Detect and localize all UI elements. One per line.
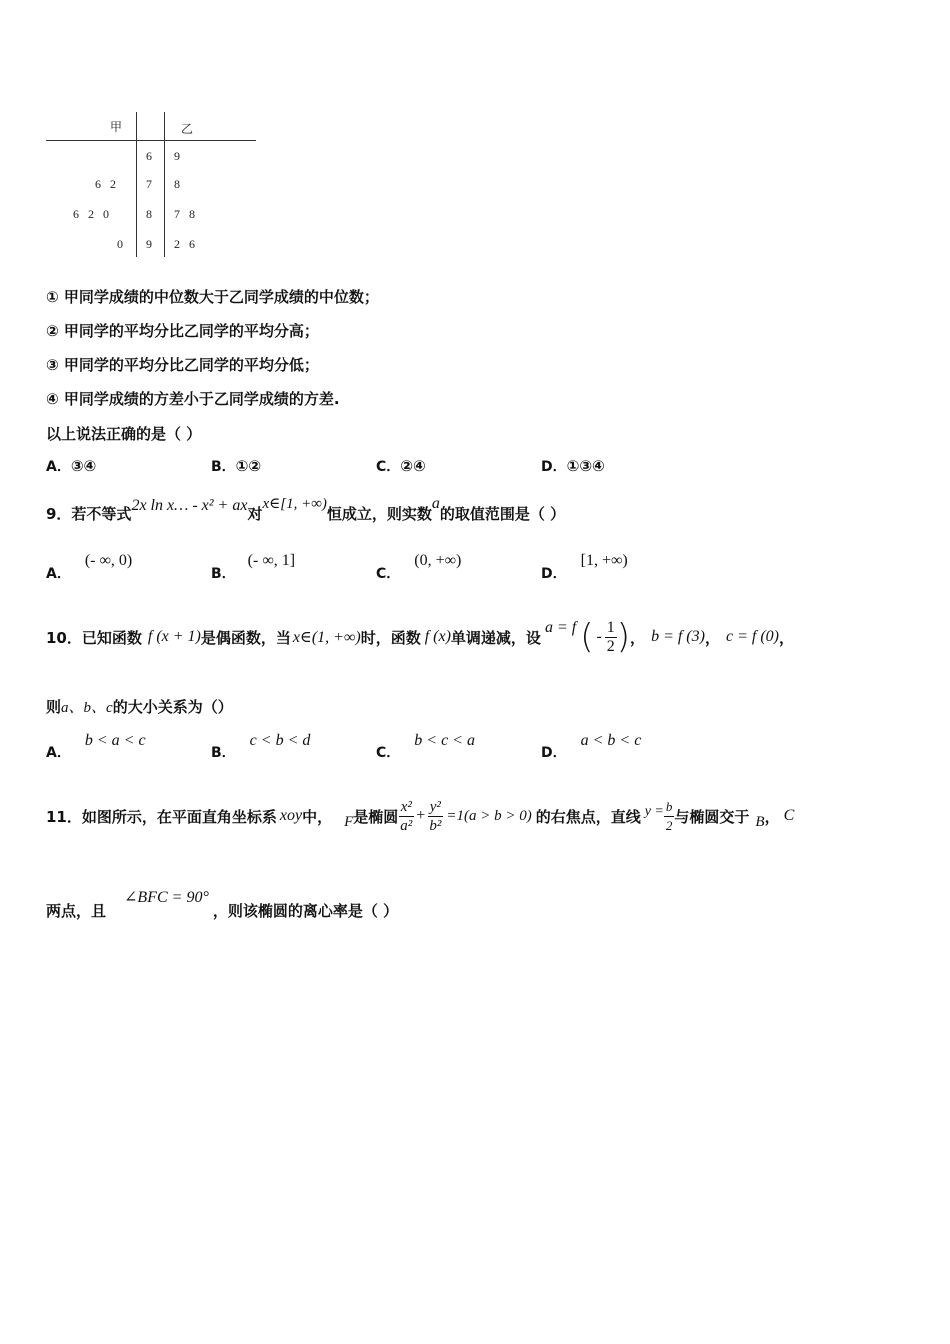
option-text: c < b < d — [249, 732, 311, 749]
q9-suffix-1: 恒成立，则实数 — [326, 505, 432, 523]
q10-line2-post: 的大小关系为（） — [112, 698, 233, 716]
comma: ， — [630, 628, 646, 647]
q10-domain: x∈(1, +∞) — [292, 629, 361, 646]
option-label: C． — [376, 745, 401, 761]
stem-value: 9 — [146, 237, 152, 251]
q11-stem — [46, 788, 794, 844]
q9-option-a — [46, 550, 133, 582]
q9-inequality: 2x ln x… - x² + ax — [131, 497, 248, 514]
q10-option-d — [541, 730, 642, 761]
q10-option-b — [211, 730, 311, 761]
option-label: B． — [211, 459, 236, 475]
option-label: C． — [376, 459, 401, 475]
denominator: 2 — [665, 817, 673, 833]
q10-prefix: 10．已知函数 — [46, 628, 142, 647]
table-divider-left — [136, 112, 137, 257]
fraction-x2-a2 — [398, 798, 414, 835]
q9-option-b — [211, 550, 296, 582]
option-text: ②④ — [400, 457, 426, 475]
q10-stem — [46, 612, 794, 662]
separator: ， — [764, 807, 780, 826]
table-divider-right — [164, 112, 165, 257]
option-text: b < c < a — [414, 732, 475, 749]
right-leaves: 8 — [174, 177, 180, 191]
minus-sign: - — [596, 628, 602, 645]
option-label: A． — [46, 459, 71, 475]
q9-prefix: 9．若不等式 — [46, 505, 132, 523]
q11-line2-post: ，则该椭圆的离心率是（ ） — [212, 902, 399, 920]
line-eq: y = — [644, 804, 664, 819]
q10-option-a — [46, 730, 146, 761]
q10-a-definition — [545, 617, 576, 637]
a-def: a = f — [544, 619, 577, 636]
q10-text-1: 是偶函数，当 — [200, 628, 291, 647]
q9-mid: 对 — [247, 505, 263, 523]
numerator: y² — [429, 798, 441, 815]
q9-suffix-2: 的取值范围是（ ） — [439, 505, 566, 523]
option-text: (0, +∞) — [414, 552, 462, 569]
q11-text-4: 与椭圆交于 — [674, 807, 750, 826]
stem-value: 8 — [146, 207, 152, 221]
q9-domain: x∈[1, +∞) — [262, 496, 327, 512]
comma: ， — [704, 628, 720, 647]
stem-value: 6 — [146, 149, 152, 163]
statement-3: ③ 甲同学的平均分比乙同学的平均分低； — [46, 356, 319, 374]
q11-text-2: 是椭圆 — [353, 807, 399, 826]
table-header-rule — [46, 140, 256, 141]
q11-line2-pre: 两点，且 — [46, 902, 107, 920]
option-text: (- ∞, 1] — [247, 552, 296, 569]
option-text: [1, +∞) — [580, 552, 628, 569]
q8-prompt: 以上说法正确的是（ ） — [46, 425, 202, 443]
right-header: 乙 — [181, 122, 194, 136]
b-def: b = f (3) — [651, 628, 705, 645]
denominator: a² — [400, 817, 413, 834]
left-leaves: 0 — [117, 237, 123, 251]
left-paren: ( — [580, 617, 594, 657]
right-leaves: 9 — [174, 149, 180, 163]
option-label: D． — [541, 459, 567, 475]
q10-func: f (x) — [424, 628, 451, 645]
point-b: B — [755, 813, 765, 830]
option-text: ③④ — [70, 457, 97, 475]
right-leaves: 2 6 — [174, 237, 195, 251]
q10-option-c — [376, 730, 475, 761]
left-leaves: 6 2 — [95, 177, 116, 191]
option-label: D． — [541, 566, 567, 582]
denominator: 2 — [606, 637, 615, 655]
q10-line-2 — [46, 696, 233, 717]
q10-line2-pre: 则 — [46, 698, 62, 716]
q8-option-b — [211, 456, 261, 476]
q10-text-2: 时，函数 — [360, 628, 421, 647]
left-header: 甲 — [110, 120, 123, 134]
option-text: ①② — [235, 457, 262, 475]
q10-func-shift: f (x + 1) — [147, 628, 201, 645]
option-label: C． — [376, 566, 401, 582]
stem-value: 7 — [146, 177, 152, 191]
q11-line-2 — [46, 886, 399, 920]
left-leaves: 6 2 0 — [73, 207, 109, 221]
option-text: (- ∞, 0) — [84, 552, 133, 569]
statement-2: ② 甲同学的平均分比乙同学的平均分高； — [46, 322, 319, 340]
q8-option-c — [376, 456, 426, 476]
comma: ， — [778, 628, 794, 647]
option-text: b < a < c — [84, 732, 146, 749]
statement-1: ① 甲同学成绩的中位数大于乙同学成绩的中位数； — [46, 288, 379, 306]
option-label: A． — [46, 745, 71, 761]
point-c: C — [783, 807, 795, 824]
option-label: B． — [211, 566, 236, 582]
right-paren: ) — [616, 617, 631, 657]
numerator: 1 — [606, 618, 615, 636]
q9-stem — [46, 494, 565, 524]
q11-text-3: 的右焦点，直线 — [535, 807, 641, 826]
option-label: A． — [46, 566, 71, 582]
plus-sign: + — [416, 807, 426, 824]
ellipse-condition: =1(a > b > 0) — [446, 807, 532, 824]
option-text: ①③④ — [566, 457, 605, 475]
fraction-one-half — [605, 619, 617, 656]
q8-option-a — [46, 456, 96, 476]
q10-text-3: 单调递减，设 — [450, 628, 541, 647]
q11-prefix: 11．如图所示，在平面直角坐标系 — [46, 807, 277, 826]
numerator: x² — [400, 798, 412, 815]
q9-option-c — [376, 550, 462, 582]
denominator: b² — [429, 817, 442, 834]
q8-option-d — [541, 456, 605, 476]
c-def: c = f (0) — [725, 628, 779, 645]
option-label: B． — [211, 745, 236, 761]
q9-variable: a — [431, 495, 440, 512]
option-label: D． — [541, 745, 567, 761]
q9-option-d — [541, 550, 628, 582]
angle-condition: ∠BFC = 90° — [124, 889, 209, 906]
option-text: a < b < c — [580, 732, 642, 749]
right-leaves: 7 8 — [174, 207, 195, 221]
focus-point: F — [344, 813, 354, 830]
fraction-b-2 — [664, 798, 675, 835]
q10-vars: a、b、c — [61, 700, 113, 716]
numerator: b — [664, 798, 675, 817]
fraction-y2-b2 — [427, 798, 443, 835]
plane-name: xoy — [279, 807, 303, 824]
q11-text-1: 中， — [302, 807, 333, 826]
statement-4: ④ 甲同学成绩的方差小于乙同学成绩的方差. — [46, 390, 340, 408]
